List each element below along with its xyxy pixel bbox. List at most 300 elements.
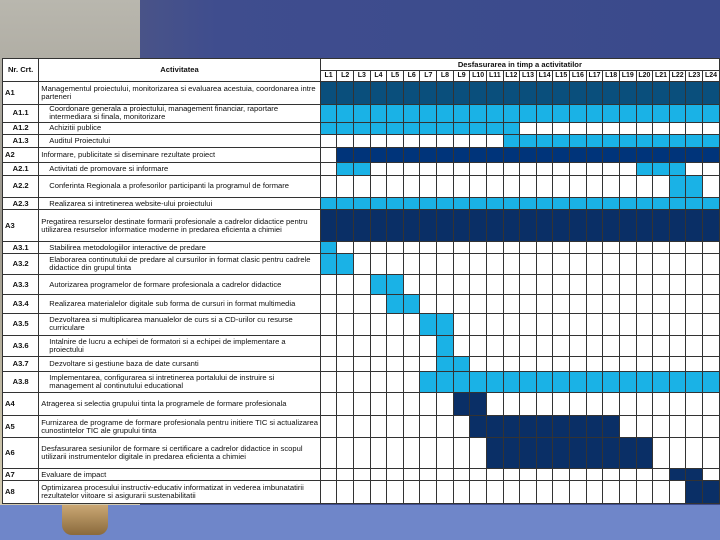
- timeline-cell: [536, 295, 553, 314]
- timeline-cell: [337, 210, 354, 241]
- timeline-cell: [370, 147, 387, 163]
- timeline-cell: [570, 210, 587, 241]
- timeline-cell: [353, 480, 370, 503]
- timeline-cell: [536, 313, 553, 335]
- activity-description: Realizarea si intretinerea website-ului proiectului: [39, 197, 320, 210]
- timeline-cell: [570, 275, 587, 295]
- timeline-cell: [403, 469, 420, 480]
- period-header: L2: [337, 71, 354, 82]
- timeline-cell: [470, 104, 487, 122]
- timeline-cell: [653, 241, 670, 254]
- period-header: L3: [353, 71, 370, 82]
- timeline-cell: [703, 254, 720, 275]
- timeline-cell: [570, 135, 587, 148]
- timeline-cell: [320, 104, 337, 122]
- timeline-cell: [520, 295, 537, 314]
- timeline-cell: [570, 335, 587, 356]
- timeline-cell: [403, 147, 420, 163]
- timeline-cell: [536, 241, 553, 254]
- timeline-cell: [353, 416, 370, 438]
- timeline-cell: [403, 122, 420, 135]
- activity-code: A3.5: [3, 313, 39, 335]
- timeline-cell: [470, 175, 487, 197]
- timeline-cell: [570, 438, 587, 469]
- timeline-cell: [387, 210, 404, 241]
- timeline-cell: [686, 104, 703, 122]
- timeline-cell: [420, 469, 437, 480]
- activity-description: Coordonare generala a proiectului, management financiar, raportare intermediara si finala, monitorizare: [39, 104, 320, 122]
- period-header: L20: [636, 71, 653, 82]
- timeline-cell: [353, 313, 370, 335]
- timeline-cell: [703, 393, 720, 416]
- timeline-cell: [353, 241, 370, 254]
- period-header: L5: [387, 71, 404, 82]
- timeline-cell: [353, 163, 370, 176]
- timeline-cell: [603, 438, 620, 469]
- timeline-cell: [337, 335, 354, 356]
- activity-code: A3.1: [3, 241, 39, 254]
- timeline-cell: [370, 175, 387, 197]
- timeline-cell: [403, 416, 420, 438]
- timeline-cell: [603, 356, 620, 372]
- activity-code: A2.2: [3, 175, 39, 197]
- timeline-cell: [420, 313, 437, 335]
- timeline-cell: [503, 147, 520, 163]
- timeline-cell: [636, 372, 653, 393]
- timeline-cell: [619, 313, 636, 335]
- timeline-cell: [370, 82, 387, 105]
- period-header: L6: [403, 71, 420, 82]
- activity-description: Realizarea materialelor digitale sub forma de cursuri in format multimedia: [39, 295, 320, 314]
- timeline-cell: [703, 438, 720, 469]
- timeline-cell: [553, 122, 570, 135]
- period-header: L22: [669, 71, 686, 82]
- activity-description: Evaluare de impact: [39, 469, 320, 480]
- timeline-cell: [570, 393, 587, 416]
- timeline-cell: [337, 163, 354, 176]
- timeline-cell: [387, 254, 404, 275]
- timeline-cell: [486, 175, 503, 197]
- timeline-cell: [437, 295, 454, 314]
- timeline-cell: [586, 197, 603, 210]
- slide-background-bottom: [0, 505, 720, 540]
- timeline-cell: [503, 210, 520, 241]
- timeline-cell: [453, 356, 470, 372]
- timeline-cell: [486, 254, 503, 275]
- timeline-cell: [536, 135, 553, 148]
- timeline-cell: [536, 163, 553, 176]
- period-header: L16: [570, 71, 587, 82]
- timeline-cell: [453, 104, 470, 122]
- timeline-cell: [486, 210, 503, 241]
- timeline-cell: [387, 335, 404, 356]
- timeline-cell: [536, 335, 553, 356]
- timeline-cell: [437, 480, 454, 503]
- timeline-cell: [686, 210, 703, 241]
- timeline-cell: [520, 104, 537, 122]
- timeline-cell: [669, 163, 686, 176]
- timeline-cell: [553, 372, 570, 393]
- timeline-cell: [337, 295, 354, 314]
- timeline-cell: [520, 275, 537, 295]
- timeline-cell: [486, 469, 503, 480]
- timeline-cell: [586, 104, 603, 122]
- timeline-cell: [669, 275, 686, 295]
- timeline-cell: [669, 175, 686, 197]
- timeline-cell: [703, 313, 720, 335]
- timeline-cell: [503, 175, 520, 197]
- timeline-cell: [603, 175, 620, 197]
- timeline-cell: [636, 438, 653, 469]
- timeline-cell: [536, 175, 553, 197]
- activity-description: Informare, publicitate si diseminare rezultate proiect: [39, 147, 320, 163]
- timeline-cell: [586, 175, 603, 197]
- timeline-cell: [403, 210, 420, 241]
- timeline-cell: [453, 438, 470, 469]
- timeline-cell: [520, 372, 537, 393]
- period-header: L23: [686, 71, 703, 82]
- timeline-cell: [586, 254, 603, 275]
- timeline-cell: [320, 275, 337, 295]
- table-row: [3, 313, 720, 335]
- timeline-cell: [669, 295, 686, 314]
- timeline-cell: [619, 82, 636, 105]
- timeline-cell: [636, 469, 653, 480]
- timeline-cell: [453, 175, 470, 197]
- activity-code: A6: [3, 438, 39, 469]
- activity-code: A5: [3, 416, 39, 438]
- timeline-cell: [636, 295, 653, 314]
- timeline-cell: [486, 82, 503, 105]
- timeline-cell: [387, 393, 404, 416]
- timeline-cell: [387, 197, 404, 210]
- timeline-cell: [337, 241, 354, 254]
- timeline-cell: [437, 210, 454, 241]
- timeline-cell: [669, 480, 686, 503]
- period-header: L1: [320, 71, 337, 82]
- timeline-cell: [520, 254, 537, 275]
- timeline-cell: [370, 372, 387, 393]
- timeline-cell: [420, 416, 437, 438]
- timeline-cell: [536, 147, 553, 163]
- timeline-cell: [320, 313, 337, 335]
- timeline-cell: [503, 82, 520, 105]
- timeline-cell: [470, 356, 487, 372]
- timeline-cell: [437, 372, 454, 393]
- period-header: L18: [603, 71, 620, 82]
- timeline-cell: [486, 480, 503, 503]
- timeline-cell: [470, 241, 487, 254]
- timeline-cell: [653, 438, 670, 469]
- timeline-cell: [619, 275, 636, 295]
- timeline-cell: [503, 135, 520, 148]
- timeline-cell: [553, 393, 570, 416]
- timeline-cell: [453, 147, 470, 163]
- timeline-cell: [420, 438, 437, 469]
- timeline-cell: [536, 82, 553, 105]
- period-header: L15: [553, 71, 570, 82]
- timeline-cell: [586, 480, 603, 503]
- timeline-cell: [320, 82, 337, 105]
- activity-code: A3.8: [3, 372, 39, 393]
- table-row: [3, 295, 720, 314]
- activity-description: Managementul proiectului, monitorizarea si evaluarea acestuia, coordonarea intre parteneri: [39, 82, 320, 105]
- timeline-cell: [586, 210, 603, 241]
- timeline-cell: [453, 210, 470, 241]
- timeline-cell: [420, 197, 437, 210]
- timeline-cell: [503, 372, 520, 393]
- timeline-cell: [403, 175, 420, 197]
- timeline-cell: [586, 416, 603, 438]
- timeline-cell: [453, 335, 470, 356]
- timeline-cell: [636, 122, 653, 135]
- activity-code: A1.2: [3, 122, 39, 135]
- timeline-cell: [586, 82, 603, 105]
- timeline-cell: [703, 147, 720, 163]
- timeline-cell: [603, 135, 620, 148]
- timeline-cell: [453, 135, 470, 148]
- timeline-cell: [586, 469, 603, 480]
- timeline-cell: [453, 275, 470, 295]
- timeline-cell: [686, 438, 703, 469]
- timeline-cell: [619, 416, 636, 438]
- timeline-cell: [470, 82, 487, 105]
- timeline-cell: [403, 104, 420, 122]
- timeline-cell: [686, 356, 703, 372]
- activity-code: A4: [3, 393, 39, 416]
- timeline-cell: [520, 335, 537, 356]
- timeline-cell: [337, 175, 354, 197]
- timeline-cell: [653, 393, 670, 416]
- timeline-cell: [337, 438, 354, 469]
- timeline-cell: [653, 416, 670, 438]
- timeline-cell: [536, 104, 553, 122]
- timeline-cell: [503, 438, 520, 469]
- timeline-cell: [470, 122, 487, 135]
- timeline-cell: [320, 163, 337, 176]
- timeline-cell: [403, 438, 420, 469]
- activity-code: A3.7: [3, 356, 39, 372]
- timeline-cell: [553, 275, 570, 295]
- timeline-cell: [353, 197, 370, 210]
- period-header: L12: [503, 71, 520, 82]
- timeline-cell: [653, 104, 670, 122]
- timeline-cell: [636, 254, 653, 275]
- timeline-cell: [387, 135, 404, 148]
- table-row: [3, 438, 720, 469]
- timeline-cell: [603, 163, 620, 176]
- timeline-cell: [536, 372, 553, 393]
- timeline-cell: [320, 175, 337, 197]
- timeline-cell: [453, 122, 470, 135]
- timeline-cell: [636, 197, 653, 210]
- timeline-cell: [669, 393, 686, 416]
- timeline-cell: [370, 335, 387, 356]
- timeline-cell: [437, 104, 454, 122]
- timeline-cell: [553, 480, 570, 503]
- timeline-cell: [686, 469, 703, 480]
- timeline-cell: [619, 254, 636, 275]
- timeline-cell: [669, 356, 686, 372]
- timeline-cell: [320, 416, 337, 438]
- table-row: [3, 163, 720, 176]
- timeline-cell: [337, 313, 354, 335]
- timeline-cell: [470, 480, 487, 503]
- timeline-cell: [470, 210, 487, 241]
- timeline-cell: [520, 147, 537, 163]
- timeline-cell: [353, 135, 370, 148]
- timeline-cell: [320, 372, 337, 393]
- activity-header: Activitatea: [39, 59, 320, 82]
- timeline-cell: [337, 147, 354, 163]
- timeline-cell: [370, 104, 387, 122]
- timeline-cell: [653, 335, 670, 356]
- timeline-cell: [387, 372, 404, 393]
- timeline-cell: [453, 480, 470, 503]
- timeline-cell: [536, 197, 553, 210]
- timeline-cell: [686, 175, 703, 197]
- activity-description: Dezvoltare si gestiune baza de date cursanti: [39, 356, 320, 372]
- timeline-cell: [453, 241, 470, 254]
- timeline-cell: [503, 275, 520, 295]
- timeline-cell: [353, 104, 370, 122]
- timeline-cell: [703, 469, 720, 480]
- timeline-cell: [486, 416, 503, 438]
- timeline-cell: [437, 469, 454, 480]
- timeline-cell: [570, 469, 587, 480]
- timeline-cell: [453, 254, 470, 275]
- timeline-cell: [686, 295, 703, 314]
- timeline-cell: [669, 197, 686, 210]
- timeline-cell: [320, 295, 337, 314]
- timeline-cell: [669, 122, 686, 135]
- period-header: L17: [586, 71, 603, 82]
- activity-code: A1.3: [3, 135, 39, 148]
- timeline-cell: [503, 163, 520, 176]
- timeline-cell: [586, 163, 603, 176]
- timeline-cell: [437, 82, 454, 105]
- timeline-cell: [570, 480, 587, 503]
- timeline-cell: [686, 82, 703, 105]
- timeline-cell: [703, 197, 720, 210]
- timeline-cell: [586, 372, 603, 393]
- timeline-cell: [653, 147, 670, 163]
- timeline-cell: [553, 104, 570, 122]
- timeline-cell: [653, 480, 670, 503]
- timeline-cell: [320, 335, 337, 356]
- timeline-cell: [619, 210, 636, 241]
- timeline-cell: [370, 241, 387, 254]
- timeline-cell: [387, 82, 404, 105]
- timeline-cell: [703, 480, 720, 503]
- timeline-cell: [636, 210, 653, 241]
- timeline-cell: [553, 147, 570, 163]
- timeline-cell: [636, 147, 653, 163]
- timeline-cell: [703, 416, 720, 438]
- timeline-cell: [619, 175, 636, 197]
- timeline-cell: [403, 393, 420, 416]
- timeline-cell: [570, 356, 587, 372]
- period-header: L21: [653, 71, 670, 82]
- timeline-cell: [370, 163, 387, 176]
- timeline-cell: [470, 295, 487, 314]
- timeline-cell: [636, 241, 653, 254]
- timeline-cell: [486, 372, 503, 393]
- table-row: [3, 275, 720, 295]
- timeline-cell: [619, 241, 636, 254]
- timeline-cell: [370, 416, 387, 438]
- timeline-cell: [486, 135, 503, 148]
- decorative-pen-image: [62, 505, 108, 535]
- timeline-cell: [503, 469, 520, 480]
- timeline-cell: [520, 122, 537, 135]
- timeline-cell: [553, 313, 570, 335]
- timeline-cell: [486, 313, 503, 335]
- timeline-cell: [553, 469, 570, 480]
- timeline-cell: [370, 356, 387, 372]
- activity-description: Auditul Proiectului: [39, 135, 320, 148]
- timeline-cell: [603, 241, 620, 254]
- timeline-cell: [686, 122, 703, 135]
- timeline-cell: [586, 135, 603, 148]
- timeline-cell: [669, 210, 686, 241]
- timeline-cell: [520, 241, 537, 254]
- timeline-cell: [520, 163, 537, 176]
- timeline-cell: [586, 335, 603, 356]
- timeline-cell: [520, 393, 537, 416]
- timeline-cell: [570, 197, 587, 210]
- timeline-cell: [520, 135, 537, 148]
- timeline-cell: [619, 372, 636, 393]
- timeline-cell: [520, 175, 537, 197]
- activity-code: A8: [3, 480, 39, 503]
- timeline-cell: [370, 295, 387, 314]
- timeline-cell: [470, 163, 487, 176]
- timeline-cell: [370, 480, 387, 503]
- timeline-cell: [337, 416, 354, 438]
- table-row: [3, 469, 720, 480]
- timeline-cell: [636, 104, 653, 122]
- timeline-cell: [420, 175, 437, 197]
- timeline-cell: [437, 197, 454, 210]
- timeline-cell: [520, 210, 537, 241]
- timeline-cell: [636, 135, 653, 148]
- timeline-cell: [536, 122, 553, 135]
- timeline-cell: [586, 393, 603, 416]
- timeline-cell: [437, 163, 454, 176]
- timeline-cell: [353, 469, 370, 480]
- timeline-cell: [636, 480, 653, 503]
- timeline-cell: [619, 147, 636, 163]
- table-row: [3, 480, 720, 503]
- timeline-cell: [470, 416, 487, 438]
- timeline-cell: [703, 82, 720, 105]
- timeline-cell: [387, 147, 404, 163]
- timeline-cell: [603, 254, 620, 275]
- timeline-cell: [619, 393, 636, 416]
- timeline-cell: [653, 275, 670, 295]
- timeline-cell: [686, 254, 703, 275]
- timeline-cell: [437, 438, 454, 469]
- activity-code: A1: [3, 82, 39, 105]
- table-row: [3, 82, 720, 105]
- activity-code: A7: [3, 469, 39, 480]
- timeline-cell: [669, 147, 686, 163]
- timeline-cell: [370, 438, 387, 469]
- timeline-cell: [570, 175, 587, 197]
- period-header: L9: [453, 71, 470, 82]
- activity-code: A3.3: [3, 275, 39, 295]
